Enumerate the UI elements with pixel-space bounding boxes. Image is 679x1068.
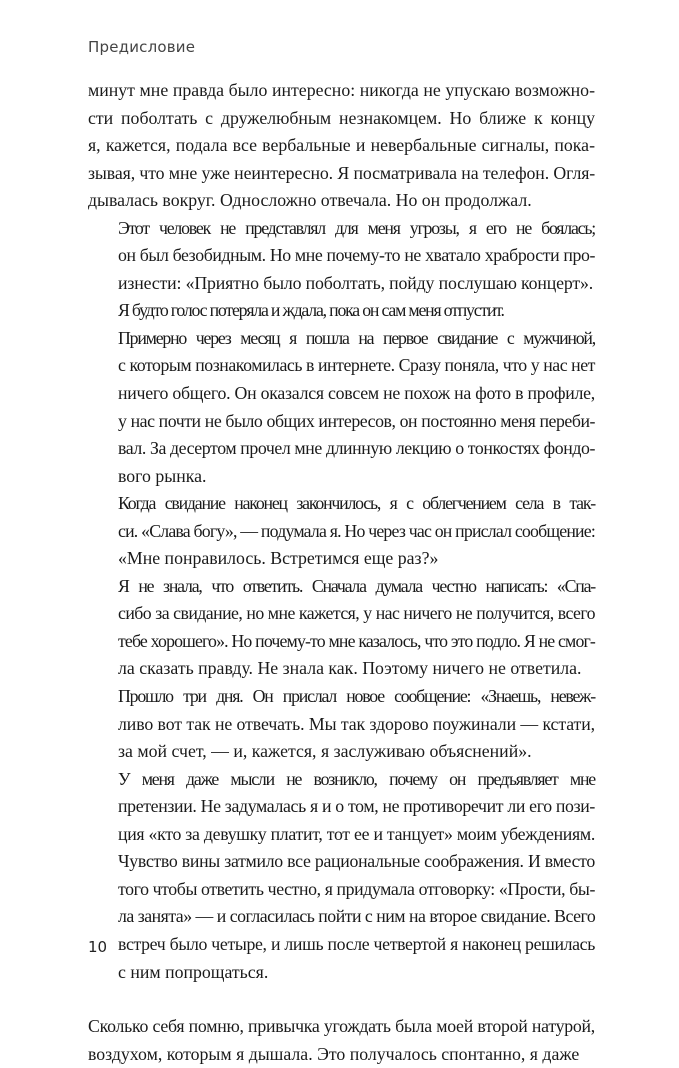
text-line: Этот человек не представлял для меня угрозы, я его не боялась; xyxy=(118,217,595,238)
text-line: ция «кто за девушку платит, тот ее и танцует» моим убеждениям. xyxy=(118,823,595,844)
text-line: ливо вот так не отвечать. Мы так здорово поужинали — кстати, xyxy=(118,713,595,734)
paragraph xyxy=(88,683,595,766)
text-line: ла занята» — и согласилась пойти с ним на второе свидание. Всего xyxy=(118,906,596,927)
text-line: Когда свидание наконец закончилось, я с облегчением села в так- xyxy=(118,493,595,514)
text-line: си. «Слава богу», — подумала я. Но через час он прислал сообщение: xyxy=(118,520,595,541)
text-line: Прошло три дня. Он прислал новое сообщение: «Знаешь, невеж- xyxy=(118,686,595,707)
text-line: он был безобидным. Но мне почему-то не хватало храбрости про- xyxy=(118,245,595,266)
paragraph xyxy=(88,325,595,490)
text-line: минут мне правда было интересно: никогда не упускаю возможно- xyxy=(88,80,595,100)
text-line: ла сказать правду. Не знала как. Поэтому ничего не ответила. xyxy=(118,658,582,679)
text-line: сибо за свидание, но мне кажется, у нас ничего не получится, всего xyxy=(118,603,595,624)
text-line: Я не знала, что ответить. Сначала думала честно написать: «Спа- xyxy=(118,575,595,596)
text-line: ничего общего. Он оказался совсем не похож на фото в профиле, xyxy=(118,383,595,404)
text-line: у нас почти не было общих интересов, он постоянно меня переби- xyxy=(118,410,595,431)
text-line: с ним попрощаться. xyxy=(118,961,269,982)
text-line: за мой счет, — и, кажется, я заслуживаю объяснений». xyxy=(118,741,532,762)
text-line: встреч было четыре, и лишь после четвертой я наконец решилась xyxy=(118,933,595,954)
running-head: Предисловие xyxy=(88,38,196,56)
text-line: я, кажется, подала все вербальные и невербальные сигналы, пока- xyxy=(88,135,595,156)
text-line: зывая, что мне уже неинтересно. Я посматривала на телефон. Огля- xyxy=(88,162,596,183)
text-line: У меня даже мысли не возникло, почему он предъявляет мне xyxy=(118,768,595,789)
paragraph xyxy=(88,1013,595,1068)
text-line: «Мне понравилось. Встретимся еще раз?» xyxy=(118,548,439,569)
paragraph xyxy=(88,297,595,325)
text-line: тебе хорошего». Но почему-то мне казалось, что это подло. Я не смог- xyxy=(118,630,595,651)
paragraph xyxy=(88,215,595,298)
paragraph xyxy=(88,77,595,215)
text-line: Сколько себя помню, привычка угождать была моей второй натурой, xyxy=(88,1016,595,1037)
text-line: претензии. Не задумалась я и о том, не противоречит ли его пози- xyxy=(118,796,595,817)
text-line: Чувство вины затмило все рациональные соображения. И вместо xyxy=(118,851,595,872)
text-line: Примерно через месяц я пошла на первое свидание с мужчиной, xyxy=(118,327,595,348)
body-text xyxy=(88,77,595,1068)
text-line: Я будто голос потеряла и ждала, пока он сам меня отпустит. xyxy=(118,300,504,321)
text-line: того чтобы ответить честно, я придумала отговорку: «Прости, бы- xyxy=(118,878,595,899)
text-line: сти поболтать с дружелюбным незнакомцем. Но ближе к концу xyxy=(88,107,595,128)
paragraph xyxy=(88,490,595,573)
paragraph xyxy=(88,573,595,683)
page-number: 10 xyxy=(88,938,108,956)
text-line: с которым познакомилась в интернете. Сразу поняла, что у нас нет xyxy=(118,355,595,376)
text-line: изнести: «Приятно было поболтать, пойду послушаю концерт». xyxy=(118,272,594,293)
text-line: воздухом, которым я дышала. Это получалось спонтанно, я даже xyxy=(88,1043,580,1064)
paragraph xyxy=(88,766,595,986)
text-line: дывалась вокруг. Односложно отвечала. Но он продолжал. xyxy=(88,190,532,211)
text-line: вого рынка. xyxy=(118,465,207,486)
text-line: вал. За десертом прочел мне длинную лекцию о тонкостях фондо- xyxy=(118,438,596,459)
